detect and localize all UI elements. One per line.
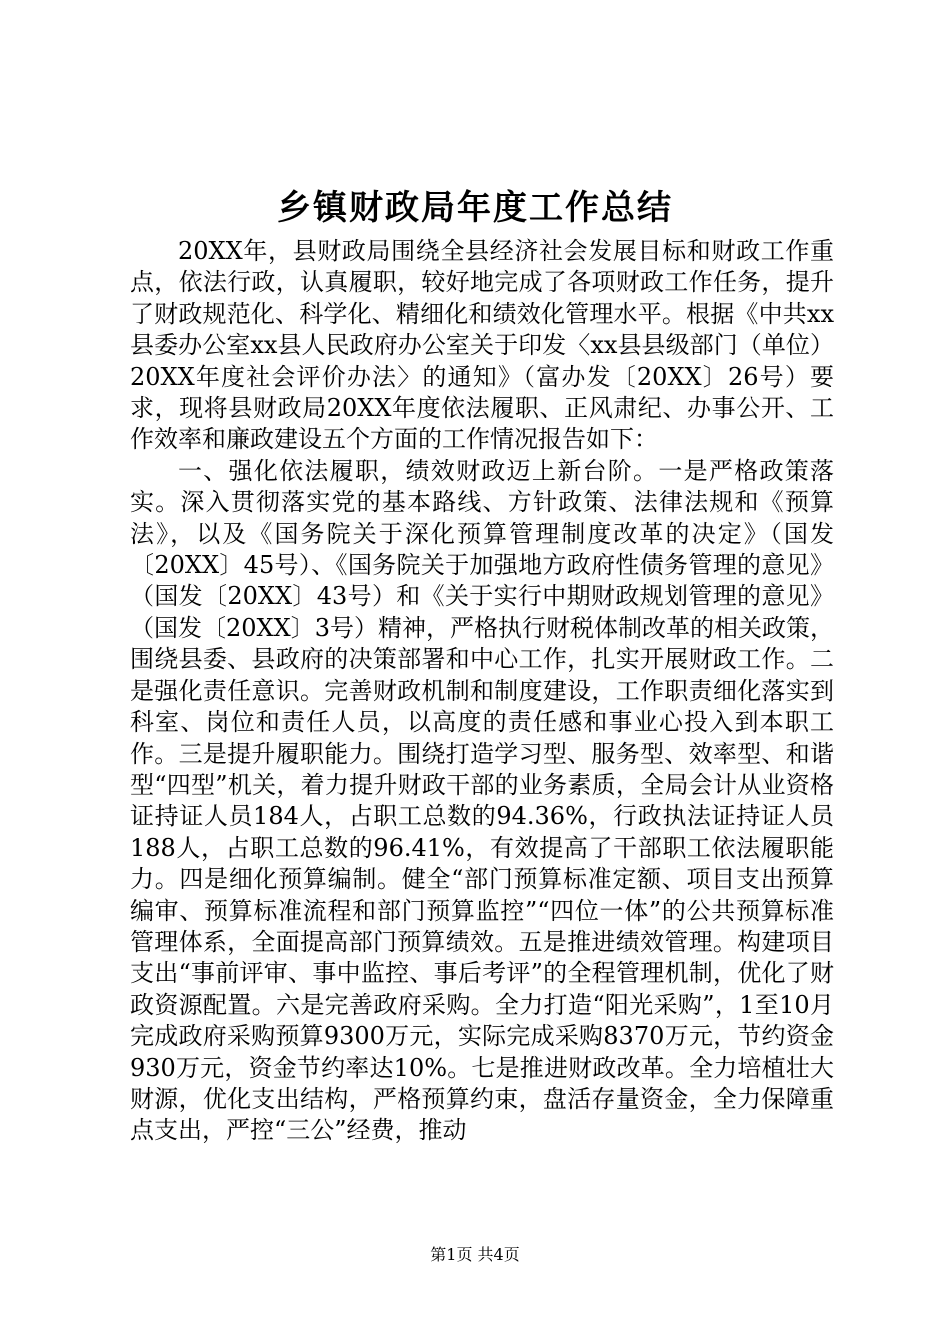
paragraph-intro: 20XX年，县财政局围绕全县经济社会发展目标和财政工作重点，依法行政，认真履职，较好地完成了各项财政工作任务，提升了财政规范化、科学化、精细化和绩效化管理水平。根据《中共xx县委办公室xx县人民政府办公室关于印发〈xx县县级部门（单位）20XX年度社会评价办法〉的通知》（富办发〔20XX〕26号）要求，现将县财政局20XX年度依法履职、正风肃纪、办事公开、工作效率和廉政建设五个方面的工作情况报告如下： bbox=[130, 237, 834, 454]
document-body bbox=[130, 236, 834, 1147]
document-title: 乡镇财政局年度工作总结 bbox=[277, 188, 673, 228]
paragraph-section-one: 一、强化依法履职，绩效财政迈上新台阶。一是严格政策落实。深入贯彻落实党的基本路线、方针政策、法律法规和《预算法》，以及《国务院关于深化预算管理制度改革的决定》（国发〔20XX〕45号）、《国务院关于加强地方政府性债务管理的意见》（国发〔20XX〕43号）和《关于实行中期财政规划管理的意见》（国发〔20XX〕3号）精神，严格执行财税体制改革的相关政策，围绕县委、县政府的决策部署和中心工作，扎实开展财政工作。二是强化责任意识。完善财政机制和制度建设，工作职责细化落实到科室、岗位和责任人员，以高度的责任感和事业心投入到本职工作。三是提升履职能力。围绕打造学习型、服务型、效率型、和谐型“四型”机关，着力提升财政干部的业务素质，全局会计从业资格证持证人员184人，占职工总数的94.36%，行政执法证持证人员188人，占职工总数的96.41%，有效提高了干部职工依法履职能力。四是细化预算编制。健全“部门预算标准定额、项目支出预算编审、预算标准流程和部门预算监控”“四位一体”的公共预算标准管理体系，全面提高部门预算绩效。五是推进绩效管理。构建项目支出“事前评审、事中监控、事后考评”的全程管理机制，优化了财政资源配置。六是完善政府采购。全力打造“阳光采购”，1至10月完成政府采购预算9300万元，实际完成采购8370万元，节约资金930万元，资金节约率达10%。七是推进财政改革。全力培植壮大财源，优化支出结构，严格预算约束，盘活存量资金，全力保障重点支出，严控“三公”经费，推动 bbox=[130, 456, 834, 1145]
page-footer: 第1页 共4页 bbox=[430, 1245, 520, 1264]
